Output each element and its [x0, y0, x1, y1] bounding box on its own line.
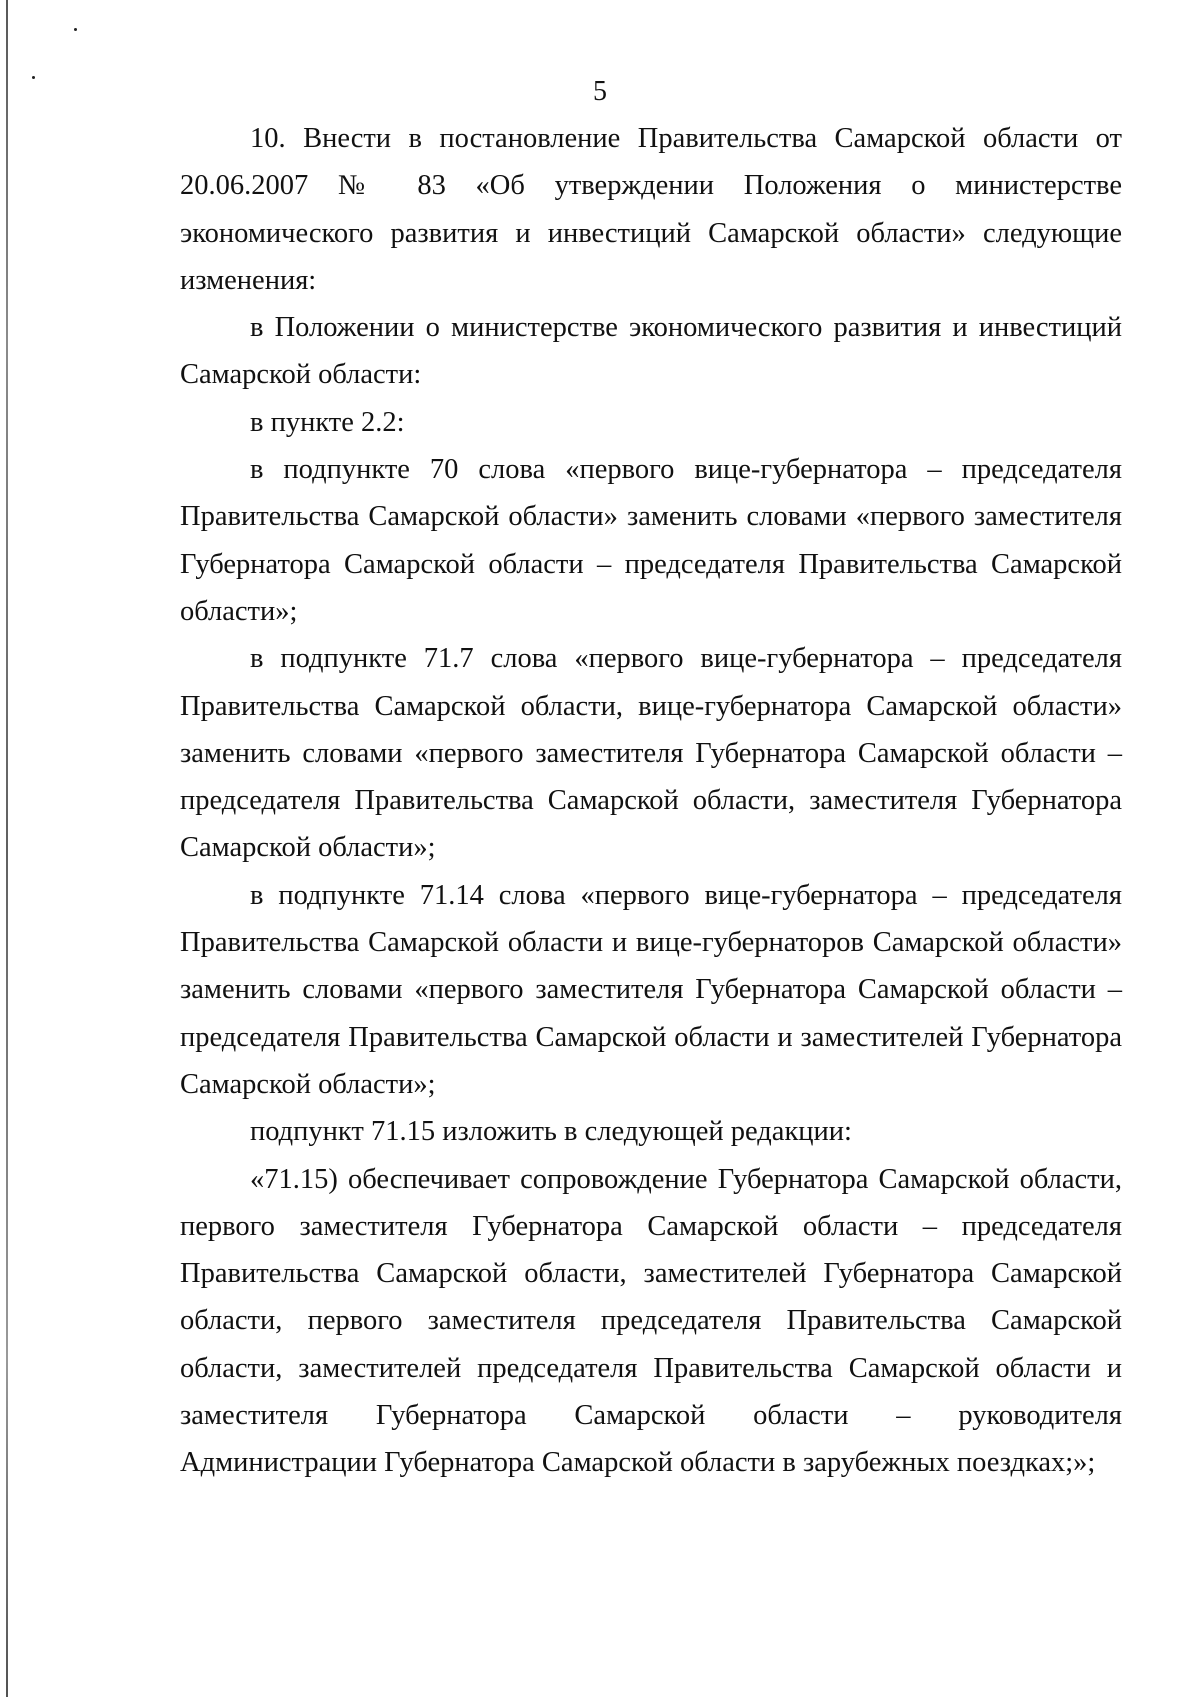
paragraph: 10. Внести в постановление Правительства Самарской области от 20.06.2007 № 83 «Об утверждении Положения о министерстве экономического развития и инвестиций Самарской области» следующие изменения: — [180, 123, 1122, 296]
paragraph: «71.15) обеспечивает сопровождение Губернатора Самарской области, первого заместителя Губернатора Самарской области – председателя Правительства Самарской области, заместителей Губернатора Самарской области, первого заместителя председателя Правительства Самарской области, заместителей председателя Правительства Самарской области и заместителя Губернатора Самарской области – руководителя Администрации Губернатора Самарской области в зарубежных поездках;»; — [180, 1163, 1122, 1479]
document-body — [180, 115, 1122, 1487]
scan-speck — [74, 28, 77, 31]
paragraph: в подпункте 71.14 слова «первого вице-губернатора – председателя Правительства Самарской области и вице-губернаторов Самарской области» заменить словами «первого заместителя Губернатора Самарской области – председателя Правительства Самарской области и заместителей Губернатора Самарской области»; — [180, 879, 1122, 1100]
paragraph: в подпункте 70 слова «первого вице-губернатора – председателя Правительства Самарской области» заменить словами «первого заместителя Губернатора Самарской области – председателя Правительства Самарской области»; — [180, 454, 1122, 627]
paragraph: в пункте 2.2: — [250, 406, 405, 438]
paragraph: в Положении о министерстве экономического развития и инвестиций Самарской области: — [180, 312, 1122, 391]
paragraph: в подпункте 71.7 слова «первого вице-губернатора – председателя Правительства Самарской области, вице-губернатора Самарской области» заменить словами «первого заместителя Губернатора Самарской области – председателя Правительства Самарской области, заместителя Губернатора Самарской области»; — [180, 643, 1122, 864]
scan-edge-line — [6, 0, 8, 1697]
page-number: 5 — [593, 76, 607, 107]
paragraph: подпункт 71.15 изложить в следующей редакции: — [250, 1116, 852, 1148]
